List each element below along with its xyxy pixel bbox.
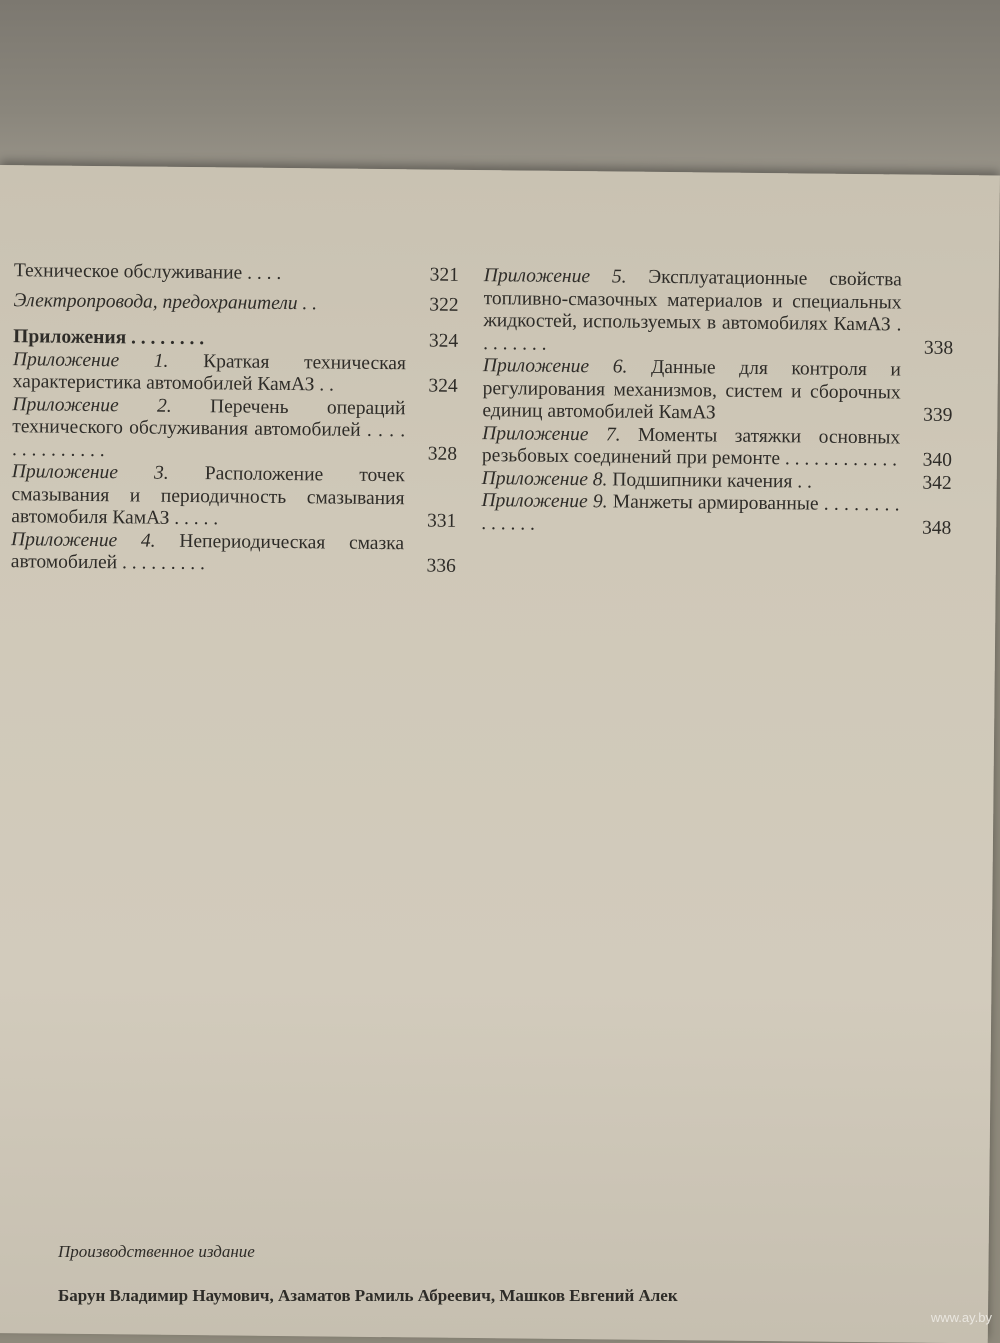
toc-entry-page: 338 (923, 337, 954, 359)
toc-entry-label: Краткая техническая характеристика автомобилей КамАЗ . . (12, 350, 407, 396)
toc-entry (13, 290, 458, 317)
toc-entry-page: 328 (427, 442, 458, 465)
watermark: www.ay.by (930, 1310, 992, 1325)
background-surface (0, 0, 1000, 185)
toc-entry-label: Перечень операций технического обслуживания автомобилей . . . . . . . . . . . . . . (11, 395, 406, 461)
toc-entry (481, 490, 951, 540)
toc-entry (12, 394, 458, 466)
toc-entry-page: 342 (922, 472, 952, 494)
toc-entry-appendix-number: Приложение 6. (482, 355, 628, 378)
toc-entry-appendix-number: Приложение 3. (11, 461, 169, 484)
toc-entry-appendix-number: Приложение 7. (482, 422, 621, 446)
toc-entry-label: Подшипники качения . . (612, 468, 813, 493)
toc-entry-page: 324 (428, 330, 459, 352)
toc-entry (13, 349, 458, 399)
toc-entry-page: 336 (426, 555, 456, 577)
toc-entry (11, 529, 456, 579)
toc-entry-page: 324 (428, 375, 458, 397)
toc-entry (11, 461, 457, 533)
toc-entry-page: 321 (429, 264, 459, 286)
toc-entry-page: 339 (923, 404, 953, 426)
toc-right-column (481, 265, 954, 540)
toc-entry (483, 265, 954, 360)
toc-entry-label: Эксплуатационные свойства топливно-смазочных материалов и специальных жидкостей, используемых в автомобилях КамАЗ . . . . . . . . (483, 266, 902, 355)
book-page (0, 165, 1000, 1343)
toc-entry-page: 322 (429, 294, 459, 316)
toc-entry-page: 331 (426, 510, 457, 532)
toc-entry-label: Расположение точек смазывания и периодичность смазывания автомобиля КамАЗ . . . . . (11, 463, 405, 530)
toc-entry-label: Данные для контроля и регулирования механизмов, систем и сборочных единиц автомобилей КамАЗ (482, 356, 902, 424)
toc-entry-label: Моменты затяжки основных резьбовых соединений при ремонте . . . . . . . . . . . . (481, 424, 901, 471)
toc-entry-appendix-number: Приложение 1. (12, 348, 169, 372)
toc-entry (482, 423, 952, 473)
toc-entry-appendix-number: Приложение 2. (12, 393, 172, 417)
toc-left-column (11, 260, 459, 578)
edition-type: Производственное издание (58, 1242, 255, 1261)
authors-line: Барун Владимир Наумович, Азаматов Рамиль Абреевич, Машков Евгений Алек (58, 1286, 678, 1305)
toc-entry (482, 355, 953, 427)
toc-entry-appendix-number: Приложение 4. (10, 528, 156, 552)
toc-entry (14, 260, 459, 287)
toc-entry-appendix-number: Приложение 8. (481, 467, 608, 490)
toc-entry-label: Электропровода, предохранители . . (13, 289, 318, 314)
toc-entry-page: 340 (922, 449, 953, 471)
toc-entry-label: Непериодическая смазка автомобилей . . . . . . . . . (10, 530, 405, 575)
toc-entry-appendix-number: Приложение 9. (481, 490, 608, 513)
toc-entry-appendix-number: Приложение 5. (483, 265, 627, 288)
toc-entry-label: Манжеты армированные . . . . . . . . . . . . . . (481, 491, 900, 535)
toc-entry-label: Приложения . . . . . . . . (13, 326, 205, 350)
toc-entry-label: Техническое обслуживание . . . . (13, 260, 282, 284)
toc-entry-page: 348 (921, 517, 952, 539)
